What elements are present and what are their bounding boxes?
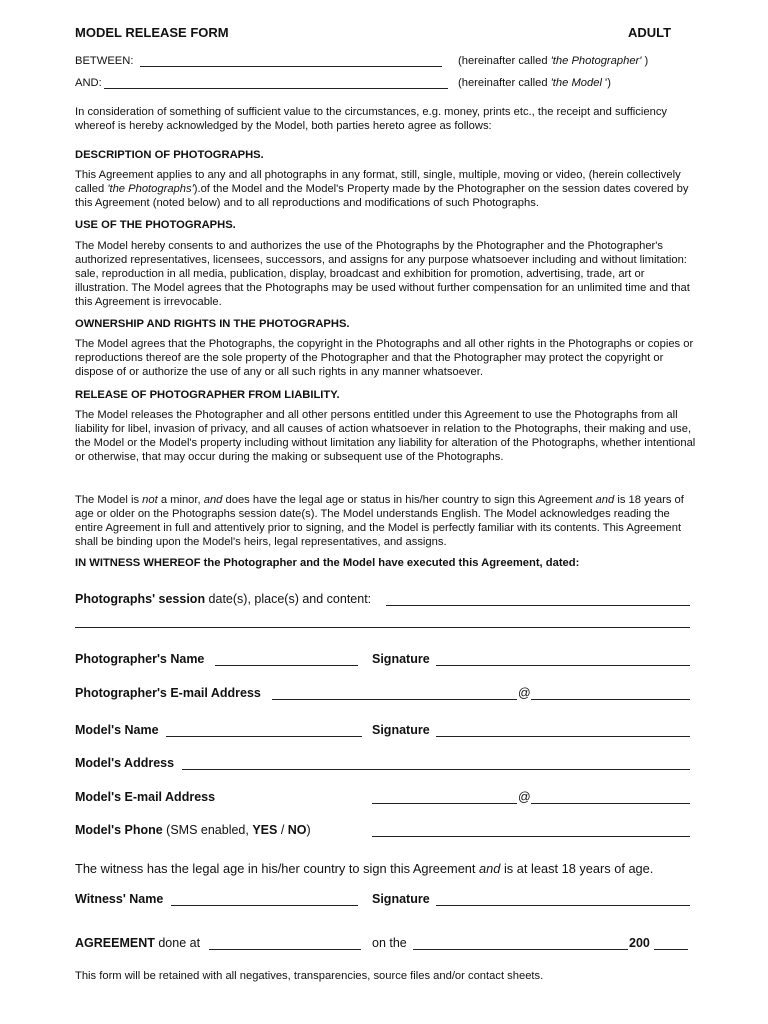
footer-note: This form will be retained with all negatives, transparencies, source files and/or contact sheets. — [75, 970, 544, 982]
phone-no-option[interactable]: NO — [287, 823, 307, 837]
witness-name-field[interactable] — [171, 905, 358, 906]
and-field[interactable] — [104, 88, 448, 89]
session-field-line-2[interactable] — [75, 627, 690, 628]
phone-yes-option[interactable]: YES — [252, 823, 278, 837]
ownership-heading: OWNERSHIP AND RIGHTS IN THE PHOTOGRAPHS. — [75, 318, 350, 330]
description-paragraph: This Agreement applies to any and all photographs in any format, still, single, multiple, moving or video, (herein collectively called 'the Photographs').of the Model and the Model's Property made by the Photographer on the session dates covered by this Agreement (noted below) and to all reproductions and modifications of such Photographs. — [75, 169, 689, 210]
model-email-user-field[interactable] — [372, 803, 517, 804]
agreement-date-field[interactable] — [413, 949, 628, 950]
model-address-field[interactable] — [182, 769, 690, 770]
age-paragraph: The Model is not a minor, and does have the legal age or status in his/her country to sign this Agreement and is 18 years of age or older on the Photographs session date(s). The Model understands English. The Model acknowledges reading the entire Agreement in full and attentively prior to signing, and the Model is perfectly familiar with its contents. This Agreement shall be binding upon the Model's heirs, legal representatives, and assigns. — [75, 494, 684, 549]
model-address-label: Model's Address — [75, 756, 175, 770]
photographer-email-user-field[interactable] — [272, 699, 517, 700]
and-note: (hereinafter called 'the Model ') — [458, 77, 611, 89]
photographer-email-domain-field[interactable] — [531, 699, 690, 700]
release-heading: RELEASE OF PHOTOGRAPHER FROM LIABILITY. — [75, 389, 340, 401]
use-heading: USE OF THE PHOTOGRAPHS. — [75, 219, 236, 231]
photographer-signature-label: Signature — [372, 652, 430, 666]
photographer-email-label: Photographer's E-mail Address — [75, 686, 261, 700]
witness-age-statement: The witness has the legal age in his/her country to sign this Agreement and is at least 18 years of age. — [75, 861, 654, 876]
agreement-label: AGREEMENT done at — [75, 936, 201, 950]
model-email-domain-field[interactable] — [531, 803, 690, 804]
release-paragraph: The Model releases the Photographer and all other persons entitled under this Agreement to use the Photographs from all liability for libel, invasion of privacy, and all causes of action whatsoever in relation to the Photographs, their making and use, the Model or the Model's property including without limitation any liability for alteration of the Photographs, whether intentional or otherwise, that may occur during the making or subsequent use of the Photographs. — [75, 409, 696, 464]
form-type: ADULT — [628, 25, 672, 40]
model-signature-label: Signature — [372, 723, 430, 737]
witness-signature-label: Signature — [372, 892, 430, 906]
ownership-paragraph: The Model agrees that the Photographs, the copyright in the Photographs and all other rights in the Photographs or copies or reproductions thereof are the sole property of the Photographer and that the Photographer may protect the copyright or dispose of or authorize the use of any or all such rights in any manner whatsoever. — [75, 338, 694, 379]
session-label: Photographs' session date(s), place(s) and content: — [75, 592, 372, 606]
form-title: MODEL RELEASE FORM — [75, 25, 229, 40]
photographer-email-at: @ — [518, 686, 531, 700]
description-heading: DESCRIPTION OF PHOTOGRAPHS. — [75, 149, 264, 161]
witness-name-label: Witness' Name — [75, 892, 164, 906]
model-signature-field[interactable] — [436, 736, 690, 737]
photographer-name-field[interactable] — [215, 665, 358, 666]
witness-clause: IN WITNESS WHEREOF the Photographer and the Model have executed this Agreement, dated: — [75, 557, 580, 569]
model-name-label: Model's Name — [75, 723, 159, 737]
and-label: AND: — [75, 77, 102, 89]
use-paragraph: The Model hereby consents to and authorizes the use of the Photographs by the Photographer and the Photographer's authorized representatives, licensees, successors, and assigns for any purpose whatsoever including and without limitation: sale, reproduction in all media, publication, display, broadcast and exhibition for promotion, advertising, trade, art or illustration. The Model agrees that the Photographs may be used without further compensation for an unlimited time and that this Agreement is irrevocable. — [75, 240, 690, 309]
model-email-label: Model's E-mail Address — [75, 790, 216, 804]
session-field[interactable] — [386, 605, 690, 606]
agreement-year-prefix: 200 — [629, 936, 650, 950]
between-label: BETWEEN: — [75, 55, 134, 67]
model-phone-field[interactable] — [372, 836, 690, 837]
model-email-at: @ — [518, 790, 531, 804]
between-note: (hereinafter called 'the Photographer' ) — [458, 55, 649, 67]
photographer-signature-field[interactable] — [436, 665, 690, 666]
agreement-date-label: on the — [372, 936, 407, 950]
photographer-name-label: Photographer's Name — [75, 652, 205, 666]
model-phone-label: Model's Phone (SMS enabled, YES / NO) — [75, 823, 311, 837]
witness-signature-field[interactable] — [436, 905, 690, 906]
model-name-field[interactable] — [166, 736, 362, 737]
agreement-year-field[interactable] — [654, 949, 688, 950]
intro-paragraph: In consideration of something of sufficient value to the circumstances, e.g. money, prints etc., the receipt and sufficiency whereof is hereby acknowledged by the Model, both parties hereto agree as follows: — [75, 106, 668, 133]
between-field[interactable] — [140, 66, 442, 67]
agreement-place-field[interactable] — [209, 949, 361, 950]
